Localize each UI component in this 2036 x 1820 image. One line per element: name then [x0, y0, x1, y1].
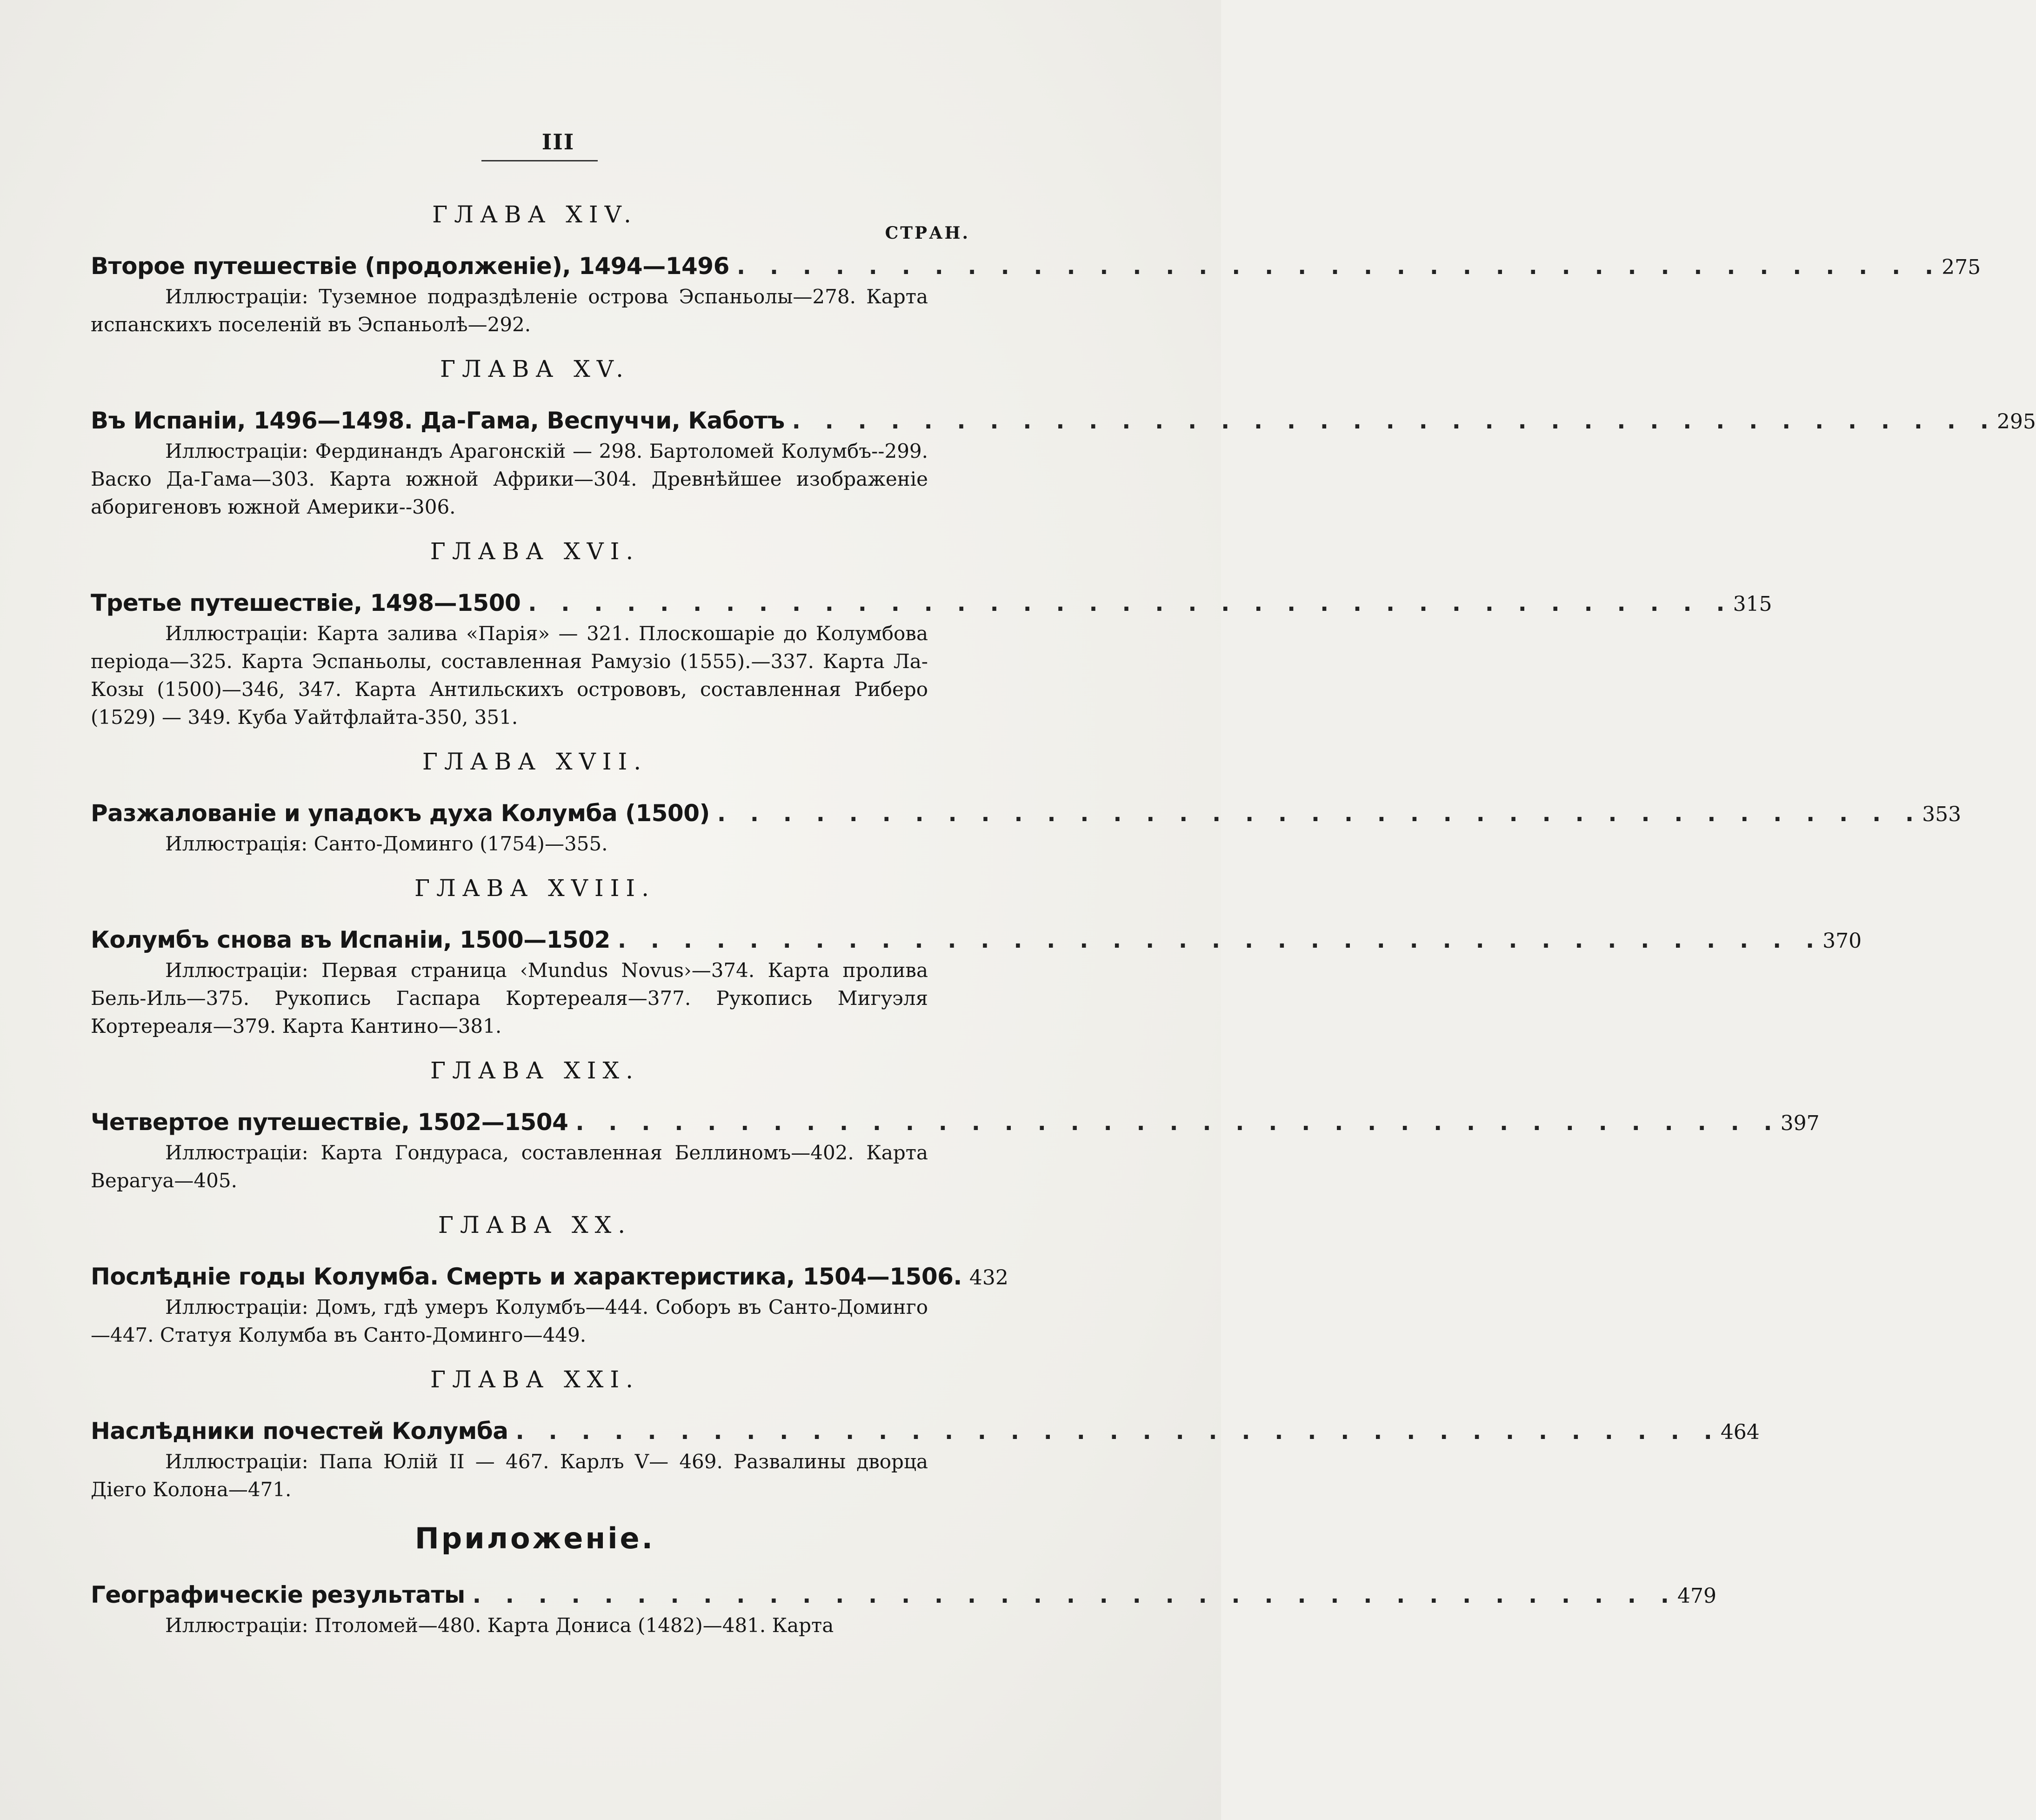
chapter-heading: ГЛАВА XX.	[438, 1211, 632, 1238]
entry-title: Послѣдніе годы Колумба. Смерть и характеристика, 1504—1506.	[91, 1263, 962, 1290]
entry-page-number: 464	[1720, 1420, 1760, 1444]
illustrations-note	[91, 830, 928, 858]
appendix-section	[91, 1578, 1716, 1639]
entry-page-number: 315	[1733, 592, 1772, 616]
folio-rule	[481, 160, 598, 161]
illustrations-note	[91, 1612, 928, 1639]
chapter-xix	[91, 1056, 1820, 1195]
chapter-heading: ГЛАВА XVII.	[422, 748, 648, 775]
chapter-xvii	[91, 747, 1962, 858]
entry-page-number: 353	[1922, 803, 1962, 826]
dot-leader: . . . . . . . . . . . . . . . . . . . . . . . . . . . . . . . . . . . . .	[736, 254, 1942, 280]
chapter-xv	[91, 355, 2036, 521]
chapter-heading: ГЛАВА XVI.	[430, 538, 640, 565]
illustrations-text: Иллюстраціи: Первая страница ‹Mundus Novus›—374. Карта пролива Бель-Иль—375. Рукопись Гаспара Кортереаля—377. Рукопись Мигуэля Кортереаля—379. Карта Кантино—381.	[91, 959, 928, 1037]
chapter-heading: ГЛАВА XV.	[440, 355, 630, 382]
entry-page-number: 479	[1677, 1584, 1716, 1608]
table-of-contents	[91, 200, 2036, 1639]
illustrations-text: Иллюстраціи: Карта Гондураса, составленная Беллиномъ—402. Карта Верагуа—405.	[91, 1141, 928, 1192]
illustrations-text: Иллюстраціи: Птоломей—480. Карта Дониса (1482)—481. Карта	[165, 1614, 834, 1637]
chapter-xvi	[91, 537, 1772, 731]
illustrations-text: Иллюстраціи: Карта залива «Парія» — 321. Плоскошаріе до Колумбова періода—325. Карта Эспаньолы, составленная Рамузіо (1555).—337. Карта Ла-Козы (1500)—346, 347. Карта Антильскихъ острововъ, составленная Риберо (1529) — 349. Куба Уайтфлайта-350, 351.	[91, 622, 928, 729]
toc-entry	[91, 1414, 1760, 1448]
entry-title: Второе путешествіе (продолженіе), 1494—1496	[91, 253, 729, 280]
illustrations-note	[91, 283, 928, 339]
chapter-heading: ГЛАВА XIX.	[430, 1057, 640, 1084]
illustrations-note	[91, 1448, 928, 1504]
dot-leader: . . . . . . . . . . . . . . . . . . . . . . . . . . . . . . . . . . . . .	[515, 1419, 1721, 1445]
illustrations-text: Иллюстраціи: Папа Юлій II — 467. Карлъ V— 469. Развалины дворца Діего Колона—471.	[91, 1450, 928, 1501]
chapter-heading: ГЛАВА XIV.	[432, 201, 638, 228]
illustrations-text: Иллюстраціи: Туземное подраздѣленіе острова Эспаньолы—278. Карта испанскихъ поселеній въ Эспаньолѣ—292.	[91, 285, 928, 336]
illustrations-text: Иллюстраціи: Домъ, гдѣ умеръ Колумбъ—444. Соборъ въ Санто-Доминго—447. Статуя Колумба въ Санто-Доминго—449.	[91, 1296, 928, 1346]
dot-leader: . . . . . . . . . . . . . . . . . . . . . . . . . . . . . . . . . . . . .	[528, 590, 1733, 616]
page-column-header: СТРАН.	[885, 223, 970, 243]
entry-title: Третье путешествіе, 1498—1500	[91, 589, 521, 616]
dot-leader: . . . . . . . . . . . . . . . . . . . . . . . . . . . . . . . . . . . . .	[792, 408, 1997, 434]
entry-title: Разжалованіе и упадокъ духа Колумба (1500)	[91, 800, 710, 827]
toc-entry	[91, 923, 1862, 957]
entry-page-number: 432	[969, 1266, 1008, 1290]
chapter-xx	[91, 1211, 1008, 1349]
entry-title: Географическіе результаты	[91, 1581, 465, 1608]
entry-title: Колумбъ снова въ Испаніи, 1500—1502	[91, 926, 610, 953]
dot-leader: . . . . . . . . . . . . . . . . . . . . . . . . . . . . . . . . . . . . .	[472, 1582, 1677, 1608]
chapter-xviii	[91, 874, 1862, 1040]
chapter-xiv	[91, 200, 1981, 339]
toc-entry	[91, 1578, 1716, 1612]
illustrations-note	[91, 1293, 928, 1349]
entry-page-number: 295	[1996, 410, 2036, 434]
illustrations-text: Иллюстрація: Санто-Доминго (1754)—355.	[165, 832, 608, 855]
toc-entry	[91, 586, 1772, 620]
toc-entry	[91, 1260, 1008, 1293]
toc-entry	[91, 796, 1962, 830]
illustrations-note	[91, 957, 928, 1040]
illustrations-note	[91, 1139, 928, 1195]
chapter-heading: ГЛАВА XVIII.	[414, 875, 656, 902]
toc-entry	[91, 404, 2036, 437]
dot-leader: . . . . . . . . . . . . . . . . . . . . . . . . . . . . . . . . . . . . .	[575, 1110, 1781, 1136]
illustrations-note	[91, 620, 928, 731]
illustrations-note	[91, 437, 928, 521]
page-folio: III	[541, 129, 575, 154]
chapter-heading: ГЛАВА XXI.	[430, 1366, 640, 1393]
chapter-xxi	[91, 1365, 1760, 1504]
appendix-heading: Приложеніе.	[414, 1521, 655, 1555]
illustrations-text: Иллюстраціи: Фердинандъ Арагонскій — 298. Бартоломей Колумбъ--299. Васко Да-Гама—303. Карта южной Африки—304. Древнѣйшее изображеніе аборигеновъ южной Америки--306.	[91, 440, 928, 518]
entry-title: Наслѣдники почестей Колумба	[91, 1418, 508, 1445]
toc-entry	[91, 249, 1981, 283]
entry-title: Четвертое путешествіе, 1502—1504	[91, 1109, 568, 1136]
entry-page-number: 370	[1822, 929, 1862, 953]
entry-page-number: 397	[1780, 1111, 1820, 1135]
entry-title: Въ Испаніи, 1496—1498. Да-Гама, Веспуччи, Каботъ	[91, 407, 785, 434]
toc-entry	[91, 1105, 1820, 1139]
dot-leader: . . . . . . . . . . . . . . . . . . . . . . . . . . . . . . . . . . . . .	[717, 801, 1923, 827]
entry-page-number: 275	[1942, 255, 1981, 279]
dot-leader: . . . . . . . . . . . . . . . . . . . . . . . . . . . . . . . . . . . . .	[617, 927, 1823, 953]
